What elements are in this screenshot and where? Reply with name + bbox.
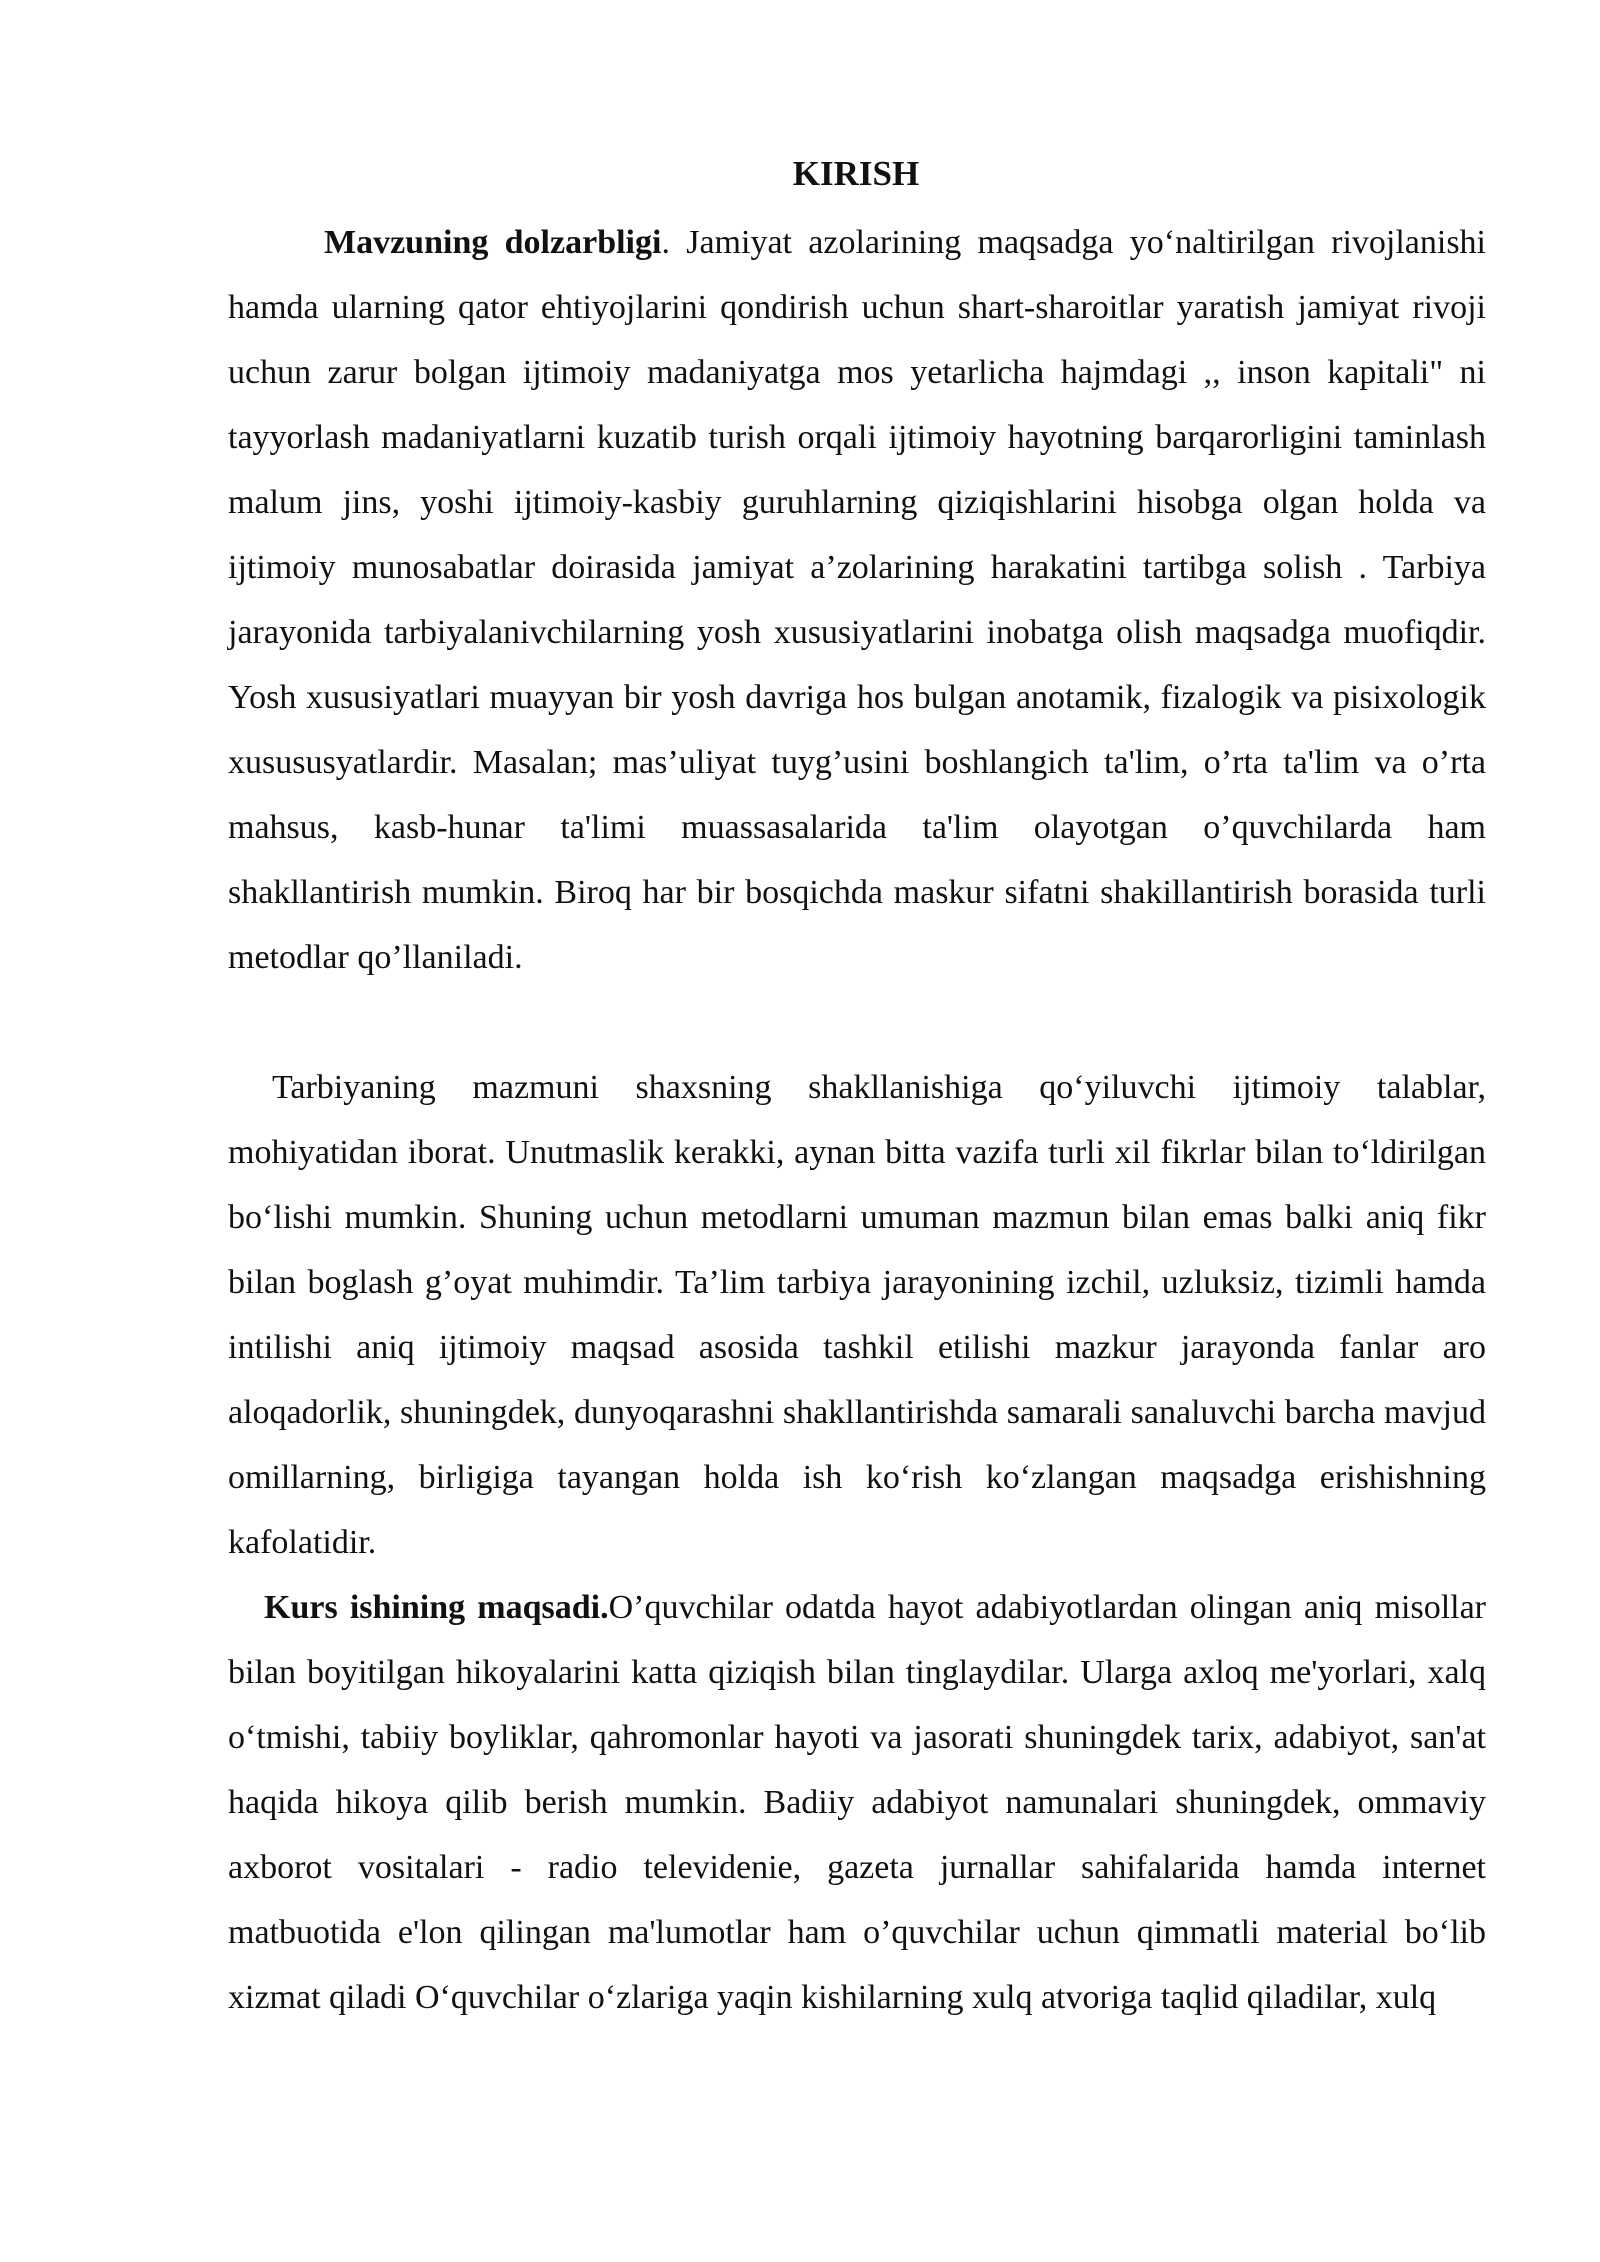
paragraph-body: Tarbiyaning mazmuni shaxsning shakllanishiga qo‘yiluvchi ijtimoiy talablar, mohiyatidan iborat. Unutmaslik kerakki, aynan bitta vazifa turli xil fikrlar bilan to‘ldirilgan bo‘lishi mumkin. Shuning uchun metodlarni umuman mazmun bilan emas balki aniq fikr bilan boglash g’oyat muhimdir. Ta’lim tarbiya jarayonining izchil, uzluksiz, tizimli hamda intilishi aniq ijtimoiy maqsad asosida tashkil etilishi mazkur jarayonda fanlar aro aloqadorlik, shuningdek, dunyoqarashni shakllantirishda samarali sanaluvchi barcha mavjud omillarning, birligiga tayangan holda ish ko‘rish ko‘zlangan maqsadga erishishning kafolatidir. xyxy=(228,1069,1486,1561)
paragraph-dolzarblik xyxy=(228,210,1486,990)
paragraph-body: . Jamiyat azolarining maqsadga yo‘naltirilgan rivojlanishi hamda ularning qator ehtiyojlarini qondirish uchun shart-sharoitlar yaratish jamiyat rivoji uchun zarur bolgan ijtimoiy madaniyatga mos yetarlicha hajmdagi ,, inson kapitali" ni tayyorlash madaniyatlarni kuzatib turish orqali ijtimoiy hayotning barqarorligini taminlash malum jins, yoshi ijtimoiy-kasbiy guruhlarning qiziqishlarini hisobga olgan holda va ijtimoiy munosabatlar doirasida jamiyat a’zolarining harakatini tartibga solish . Tarbiya jarayonida tarbiyalanivchilarning yosh xususiyatlarini inobatga olish maqsadga muofiqdir. Yosh xususiyatlari muayyan bir yosh davriga hos bulgan anotamik, fizalogik va pisixologik xusususyatlardir. Masalan; mas’uliyat tuyg’usini boshlangich ta'lim, o’rta ta'lim va o’rta mahsus, kasb-hunar ta'limi muassasalarida ta'lim olayotgan o’quvchilarda ham shakllantirish mumkin. Biroq har bir bosqichda maskur sifatni shakillantirish borasida turli metodlar qo’llaniladi. xyxy=(228,224,1486,976)
paragraph-kurs-maqsadi xyxy=(228,1575,1486,2030)
page-title: KIRISH xyxy=(792,154,920,193)
paragraph-lead-heading: Kurs ishining maqsadi. xyxy=(264,1589,609,1626)
paragraph-lead-heading: Mavzuning dolzarbligi xyxy=(324,224,662,261)
paragraph-tarbiya-mazmuni xyxy=(228,1055,1486,1575)
paragraph-body: O’quvchilar odatda hayot adabiyotlardan olingan aniq misollar bilan boyitilgan hikoyalarini katta qiziqish bilan tinglaydilar. Ularga axloq me'yorlari, xalq o‘tmishi, tabiiy boyliklar, qahromonlar hayoti va jasorati shuningdek tarix, adabiyot, san'at haqida hikoya qilib berish mumkin. Badiiy adabiyot namunalari shuningdek, ommaviy axborot vositalari - radio televidenie, gazeta jurnallar sahifalarida hamda internet matbuotida e'lon qilingan ma'lumotlar ham o’quvchilar uchun qimmatli material bo‘lib xizmat qiladi O‘quvchilar o‘zlariga yaqin kishilarning xulq atvoriga taqlid qiladilar, xulq xyxy=(228,1589,1486,2016)
